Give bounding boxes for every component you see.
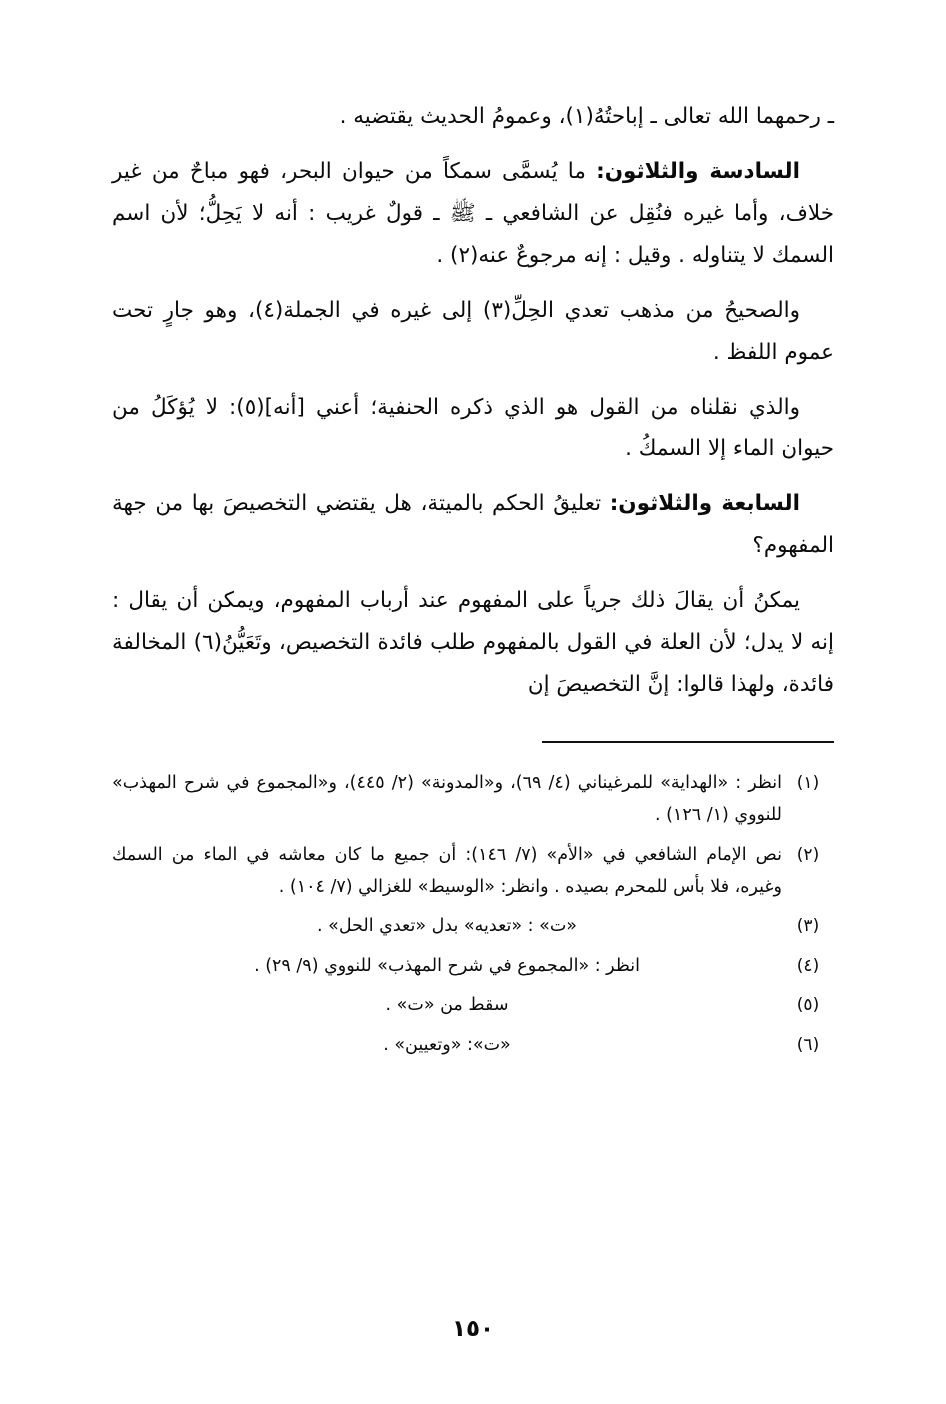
footnote-marker: (٥)	[796, 995, 820, 1016]
paragraph-5	[112, 483, 834, 567]
footnote-text: انظر : «المجموع في شرح المهذب» للنووي (٩/ ٢٩) .	[254, 955, 640, 976]
page-number: ١٥٠	[451, 1316, 495, 1342]
footnote-marker: (٦)	[796, 1034, 820, 1055]
footnote-item	[112, 910, 834, 942]
footnote-marker: (١)	[796, 772, 820, 793]
paragraph-1-text: ـ رحمهما الله تعالى ـ إباحتُهُ(١)، وعمومُ الحديث يقتضيه .	[339, 104, 834, 129]
footnote-item	[112, 1029, 834, 1061]
footnote-item	[112, 950, 834, 982]
paragraph-5-lead: السابعة والثلاثون:	[609, 491, 800, 517]
paragraph-3	[112, 290, 834, 374]
footnote-text: «ت» : «تعديه» بدل «تعدي الحل» .	[316, 916, 577, 937]
footnote-text: سقط من «ت» .	[385, 995, 509, 1016]
paragraph-2-lead: السادسة والثلاثون:	[596, 158, 800, 184]
footnote-rule	[542, 741, 834, 743]
footnotes-block	[112, 767, 834, 1061]
footnote-marker: (٤)	[796, 955, 820, 976]
paragraph-4-text: والذي نقلناه من القول هو الذي ذكره الحنفية؛ أعني [أنه](٥): لا يُؤكَلُ من حيوان الماء إلا السمكُ .	[112, 394, 834, 462]
paragraph-4	[112, 387, 834, 471]
paragraph-5-text: تعليقُ الحكم بالميتة، هل يقتضي التخصيصَ بها من جهة المفهوم؟	[112, 491, 834, 559]
paragraph-1	[112, 96, 834, 138]
footnote-text: انظر : «الهداية» للمرغيناني (٤/ ٦٩)، و«المدونة» (٢/ ٤٤٥)، و«المجموع في شرح المهذب» للنووي (١/ ١٢٦) .	[112, 772, 782, 826]
paragraph-3-text: والصحيحُ من مذهب تعدي الحِلِّ(٣) إلى غيره في الجملة(٤)، وهو جارٍ تحت عموم اللفظ .	[112, 297, 834, 365]
main-text-block	[112, 96, 834, 706]
footnote-item	[112, 767, 834, 832]
footnote-item	[112, 839, 834, 904]
footnote-marker: (٣)	[796, 916, 820, 937]
footnote-text: نص الإمام الشافعي في «الأم» (٧/ ١٤٦): أن جميع ما كان معاشه في الماء من السمك وغيره، فلا بأس للمحرم بصيده . وانظر: «الوسيط» للغزالي (٧/ ١٠٤) .	[112, 844, 782, 898]
paragraph-6	[112, 580, 834, 706]
footnote-separator	[112, 719, 834, 763]
footnote-text: «ت»: «وتعيين» .	[383, 1034, 511, 1055]
footnote-item	[112, 989, 834, 1021]
paragraph-6-text: يمكنُ أن يقالَ ذلك جرياً على المفهوم عند أرباب المفهوم، ويمكن أن يقال : إنه لا يدل؛ لأن العلة في القول بالمفهوم طلب فائدة التخصيص، وتَعَيُّنُ(٦) المخالفة فائدة، ولهذا قالوا: إنَّ التخصيصَ إن	[112, 588, 834, 698]
footnote-marker: (٢)	[796, 844, 820, 865]
paragraph-2	[112, 151, 834, 277]
paragraph-2-text: ما يُسمَّى سمكاً من حيوان البحر، فهو مباحٌ من غير خلاف، وأما غيره فنُقِل عن الشافعي ـ ﷺ ـ قولٌ غريب : أنه لا يَحِلُّ؛ لأن اسم السمك لا يتناوله . وقيل : إنه مرجوعٌ عنه(٢) .	[112, 158, 834, 268]
